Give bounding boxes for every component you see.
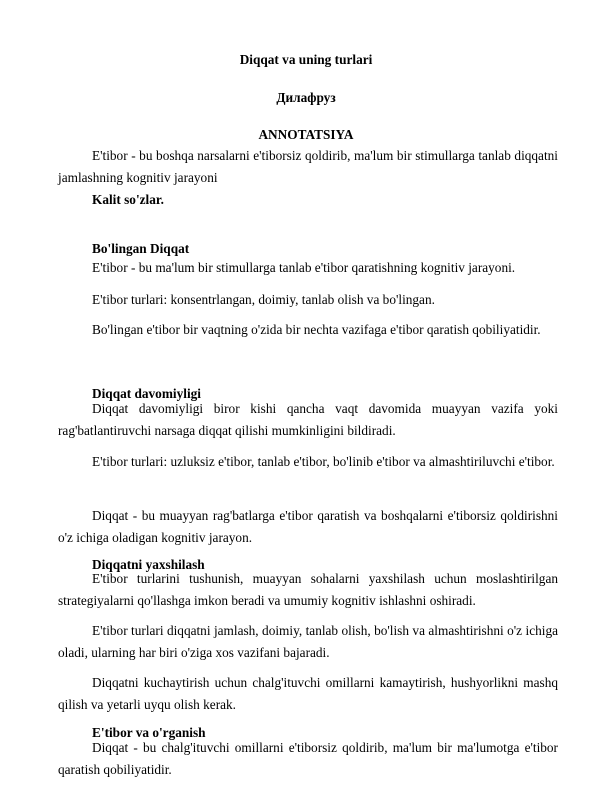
keywords-label: Kalit so'zlar. bbox=[92, 192, 164, 207]
paragraph: E'tibor turlari: uzluksiz e'tibor, tanlab e'tibor, bo'linib e'tibor va almashtiriluvchi e'tibor. bbox=[92, 454, 555, 469]
paragraph: E'tibor - bu ma'lum bir stimullarga tanlab e'tibor qaratishning kognitiv jarayoni. bbox=[92, 260, 516, 275]
annotation-heading: ANNOTATSIYA bbox=[258, 127, 354, 142]
section-heading: E'tibor va o'rganish bbox=[92, 725, 206, 740]
paragraph: Diqqat - bu muayyan rag'batlarga e'tibor qaratish va boshqalarni e'tiborsiz qoldirishni o'z ichiga oladigan kognitiv jarayon. bbox=[58, 508, 558, 545]
paragraph: Bo'lingan e'tibor bir vaqtning o'zida bir nechta vazifaga e'tibor qaratish qobiliyatidir. bbox=[92, 322, 541, 337]
paragraph: Diqqat davomiyligi biror kishi qancha vaqt davomida muayyan vazifa yoki rag'batlantiruvchi narsaga diqqat qilishi mumkinligini bildiradi. bbox=[58, 401, 558, 438]
section-heading: Bo'lingan Diqqat bbox=[92, 241, 190, 256]
author-name: Дилафруз bbox=[276, 90, 336, 105]
section-heading: Diqqat davomiyligi bbox=[92, 386, 201, 401]
paragraph: Diqqatni kuchaytirish uchun chalg'ituvchi omillarni kamaytirish, hushyorlikni mashq qilish va yetarli uyqu olish kerak. bbox=[58, 675, 558, 712]
annotation-text: E'tibor - bu boshqa narsalarni e'tiborsiz qoldirib, ma'lum bir stimullarga tanlab diqqatni jamlashning kognitiv jarayoni bbox=[58, 148, 558, 185]
document-title: Diqqat va uning turlari bbox=[239, 52, 373, 67]
paragraph: Diqqat - bu chalg'ituvchi omillarni e'tiborsiz qoldirib, ma'lum bir ma'lumotga e'tibor qaratish qobiliyatidir. bbox=[58, 740, 558, 777]
paragraph: E'tibor turlarini tushunish, muayyan sohalarni yaxshilash uchun moslashtirilgan strategiyalarni qo'llashga imkon beradi va umumiy kognitiv ishlashni oshiradi. bbox=[58, 571, 558, 608]
paragraph: E'tibor turlari diqqatni jamlash, doimiy, tanlab olish, bo'lish va almashtirishni o'z ichiga oladi, ularning har biri o'ziga xos vazifani bajaradi. bbox=[58, 623, 558, 660]
paragraph: E'tibor turlari: konsentrlangan, doimiy, tanlab olish va bo'lingan. bbox=[92, 292, 435, 307]
section-heading: Diqqatni yaxshilash bbox=[92, 557, 205, 572]
